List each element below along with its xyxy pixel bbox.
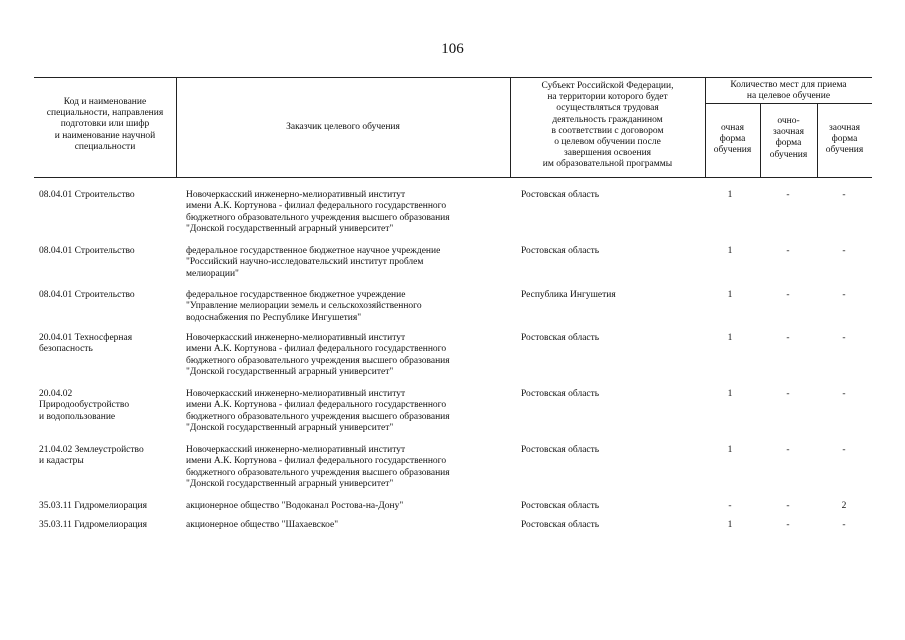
row-extramural: - xyxy=(842,290,846,300)
row-code: 35.03.11 Гидромелиорация xyxy=(39,501,147,511)
row-extramural: - xyxy=(842,246,846,256)
row-customer: Новочеркасский инженерно-мелиоративный институт имени А.К. Кортунова - филиал федерального государственного бюджетного образовательного учреждения высшего образования "Донской государственный аграрный университет" xyxy=(186,389,450,434)
row-subject: Ростовская область xyxy=(521,333,600,343)
row-subject: Ростовская область xyxy=(521,389,600,399)
header-code: Код и наименование специальности, направления подготовки или шифр и наименование научной специальности xyxy=(46,97,164,152)
header-subgroup-border xyxy=(705,103,872,104)
row-part-time: - xyxy=(786,190,790,200)
row-full-time: 1 xyxy=(727,246,733,256)
header-extramural: заочная форма обучения xyxy=(825,123,864,156)
row-part-time: - xyxy=(786,290,790,300)
header-part-time: очно- заочная форма обучения xyxy=(769,116,808,160)
row-full-time: 1 xyxy=(727,190,733,200)
header-bottom-border xyxy=(34,177,872,178)
page-number: 106 xyxy=(441,41,464,57)
row-full-time: 1 xyxy=(727,389,733,399)
row-part-time: - xyxy=(786,246,790,256)
row-part-time: - xyxy=(786,333,790,343)
row-extramural: - xyxy=(842,520,846,530)
row-extramural: - xyxy=(842,333,846,343)
row-code: 21.04.02 Землеустройство и кадастры xyxy=(39,445,144,467)
row-part-time: - xyxy=(786,445,790,455)
row-code: 35.03.11 Гидромелиорация xyxy=(39,520,147,530)
row-part-time: - xyxy=(786,389,790,399)
row-customer: акционерное общество "Шахаевское" xyxy=(186,520,339,530)
row-full-time: 1 xyxy=(727,445,733,455)
header-subject: Субъект Российской Федерации, на территории которого будет осуществляться трудовая деятельность гражданином в соответствии с договором о целевом обучении после завершения освоения им образовательной программы xyxy=(541,81,674,170)
row-customer: Новочеркасский инженерно-мелиоративный институт имени А.К. Кортунова - филиал федерального государственного бюджетного образовательного учреждения высшего образования "Донской государственный аграрный университет" xyxy=(186,445,450,490)
row-full-time: 1 xyxy=(727,290,733,300)
row-full-time: - xyxy=(728,501,732,511)
row-customer: федеральное государственное бюджетное учреждение "Управление мелиорации земель и сельскохозяйственного водоснабжения по Республике Ингушетия" xyxy=(186,290,422,323)
row-full-time: 1 xyxy=(727,520,733,530)
row-customer: федеральное государственное бюджетное научное учреждение "Российский научно-исследовательский институт проблем мелиорации" xyxy=(186,246,441,279)
row-extramural: - xyxy=(842,190,846,200)
header-places: Количество мест для приема на целевое обучение xyxy=(730,80,847,102)
row-subject: Ростовская область xyxy=(521,190,600,200)
row-extramural: - xyxy=(842,445,846,455)
row-code: 08.04.01 Строительство xyxy=(39,246,135,256)
row-customer: акционерное общество "Водоканал Ростова-на-Дону" xyxy=(186,501,404,511)
row-code: 08.04.01 Строительство xyxy=(39,190,135,200)
row-code: 20.04.01 Техносферная безопасность xyxy=(39,333,133,355)
row-extramural: - xyxy=(842,389,846,399)
row-subject: Ростовская область xyxy=(521,501,600,511)
row-part-time: - xyxy=(786,520,790,530)
row-subject: Ростовская область xyxy=(521,445,600,455)
row-extramural: 2 xyxy=(841,501,847,511)
row-subject: Ростовская область xyxy=(521,246,600,256)
row-customer: Новочеркасский инженерно-мелиоративный институт имени А.К. Кортунова - филиал федерального государственного бюджетного образовательного учреждения высшего образования "Донской государственный аграрный университет" xyxy=(186,190,450,235)
row-subject: Республика Ингушетия xyxy=(521,290,616,300)
row-code: 08.04.01 Строительство xyxy=(39,290,135,300)
header-customer: Заказчик целевого обучения xyxy=(286,122,400,132)
header-top-border xyxy=(34,77,872,78)
row-customer: Новочеркасский инженерно-мелиоративный институт имени А.К. Кортунова - филиал федерального государственного бюджетного образовательного учреждения высшего образования "Донской государственный аграрный университет" xyxy=(186,333,450,378)
header-full-time: очная форма обучения xyxy=(713,123,752,156)
row-code: 20.04.02 Природообустройство и водопользование xyxy=(39,389,130,422)
row-part-time: - xyxy=(786,501,790,511)
row-subject: Ростовская область xyxy=(521,520,600,530)
row-full-time: 1 xyxy=(727,333,733,343)
